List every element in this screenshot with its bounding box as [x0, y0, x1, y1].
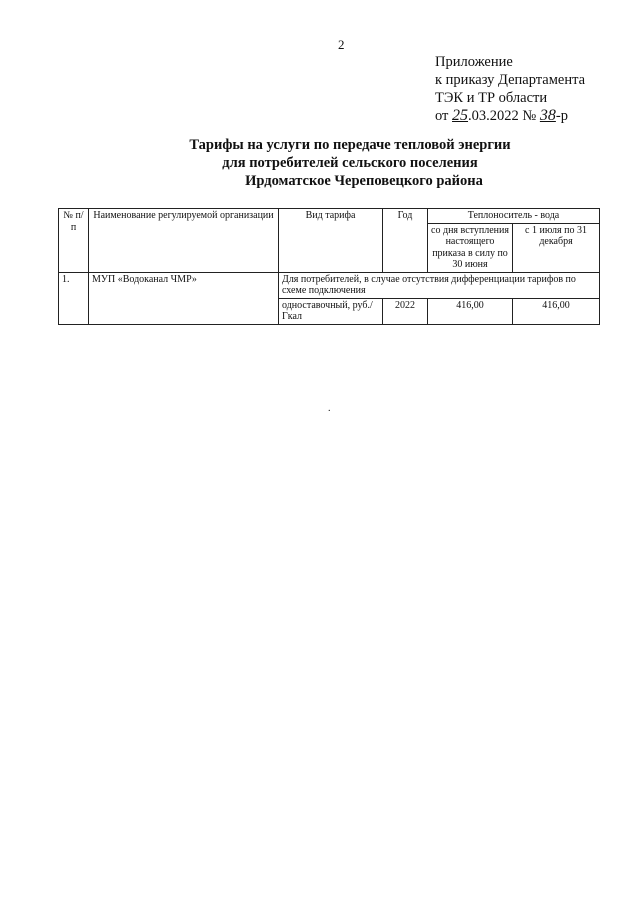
date-day-handwritten: 25 [452, 107, 469, 124]
appendix-line-1: Приложение [435, 54, 513, 70]
header-carrier: Теплоноситель - вода [428, 209, 600, 224]
tariff-table [58, 208, 600, 325]
row-org: МУП «Водоканал ЧМР» [89, 272, 279, 324]
header-num: № п/п [59, 209, 89, 273]
header-tariff-type: Вид тарифа [279, 209, 383, 273]
order-number-handwritten: 38 [539, 107, 556, 124]
table-row [59, 272, 600, 298]
title-line-1: Тарифы на услуги по передаче тепловой энергии [189, 137, 511, 153]
appendix-date-line [435, 107, 585, 125]
date-rest: .03.2022 № [468, 108, 540, 124]
document-title [150, 136, 550, 190]
row-value-2: 416,00 [513, 298, 600, 324]
row-consumer-group: Для потребителей, в случае отсутствия дифференциации тарифов по схеме подключения [279, 272, 600, 298]
appendix-line-3: ТЭК и ТР области [435, 90, 548, 106]
row-value-1: 416,00 [428, 298, 513, 324]
row-tariff-type: одноставочный, руб./Гкал [279, 298, 383, 324]
title-line-3: Ирдоматское Череповецкого района [245, 173, 483, 189]
appendix-line-2: к приказу Департамента [435, 72, 586, 88]
appendix-header [435, 53, 585, 125]
table-header-row [59, 209, 600, 224]
stray-mark: . [328, 403, 331, 414]
date-prefix: от [435, 108, 453, 124]
row-num: 1. [59, 272, 89, 324]
header-org: Наименование регулируемой организации [89, 209, 279, 273]
header-period-2: с 1 июля по 31 декабря [513, 223, 600, 272]
title-line-2: для потребителей сельского поселения [222, 155, 478, 171]
page-number: 2 [338, 37, 345, 52]
order-suffix: -р [555, 108, 568, 124]
row-year: 2022 [383, 298, 428, 324]
header-year: Год [383, 209, 428, 273]
header-period-1: со дня вступления настоящего приказа в силу по 30 июня [428, 223, 513, 272]
